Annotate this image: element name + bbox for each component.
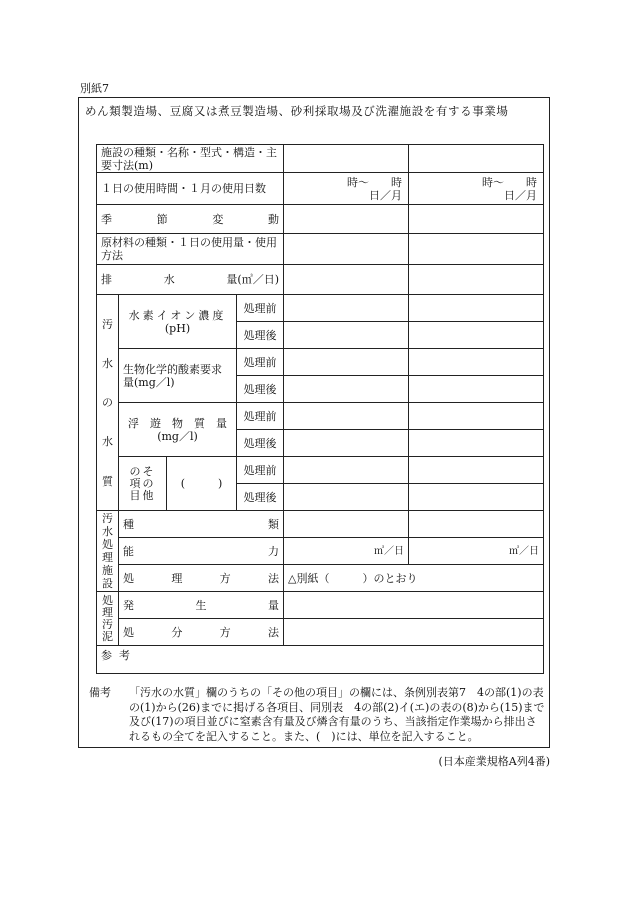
field-remarks[interactable]: 参 考	[97, 646, 544, 674]
field-other-unit[interactable]: ( )	[167, 457, 237, 511]
row-remarks	[97, 646, 544, 674]
field-capacity-1[interactable]: ㎥／日	[284, 538, 409, 565]
label-materials: 原材料の種類・１日の使用量・使用方法	[97, 234, 284, 265]
field-capacity-2[interactable]: ㎥／日	[409, 538, 544, 565]
field-other-before-2[interactable]	[409, 457, 544, 484]
row-materials	[97, 234, 544, 265]
field-ph-after-1[interactable]	[284, 322, 409, 349]
label-before: 処理前	[237, 295, 284, 322]
field-ph-before-1[interactable]	[284, 295, 409, 322]
label-method: 処 理 方 法	[119, 565, 284, 592]
row-drainage	[97, 265, 544, 295]
row-facility	[97, 145, 544, 173]
row-treatment-capacity	[97, 538, 544, 565]
label-capacity: 能 力	[119, 538, 284, 565]
time-unit: 時～ 時	[347, 175, 403, 189]
field-season-1[interactable]	[284, 205, 409, 234]
field-disposal[interactable]	[284, 619, 544, 646]
row-other-before	[97, 457, 544, 484]
label-disposal: 処 分 方 法	[119, 619, 284, 646]
note-head: 備考	[89, 686, 111, 699]
label-season: 季 節 変 動	[97, 205, 284, 234]
label-type: 種 類	[119, 511, 284, 538]
row-ss-before	[97, 403, 544, 430]
label-drainage: 排 水 量(㎥／日)	[97, 265, 284, 295]
field-ss-before-2[interactable]	[409, 403, 544, 430]
form-frame	[78, 97, 550, 748]
label-after: 処理後	[237, 376, 284, 403]
field-facility-2[interactable]	[409, 145, 544, 173]
field-method[interactable]: △別紙（ ）のとおり	[284, 565, 544, 592]
field-bod-after-2[interactable]	[409, 376, 544, 403]
row-usage-time	[97, 173, 544, 205]
row-ph-before	[97, 295, 544, 322]
form-table	[96, 144, 544, 674]
field-type-2[interactable]	[409, 511, 544, 538]
paper-spec: (日本産業規格A列4番)	[438, 755, 550, 768]
note	[89, 686, 545, 744]
field-ph-after-2[interactable]	[409, 322, 544, 349]
label-after: 処理後	[237, 430, 284, 457]
field-ss-before-1[interactable]	[284, 403, 409, 430]
label-after: 処理後	[237, 484, 284, 511]
field-drainage-2[interactable]	[409, 265, 544, 295]
field-ph-before-2[interactable]	[409, 295, 544, 322]
row-sludge-generation	[97, 592, 544, 619]
field-drainage-1[interactable]	[284, 265, 409, 295]
label-generation: 発 生 量	[119, 592, 284, 619]
label-bod: 生物化学的酸素要求量(mg／l)	[119, 349, 237, 403]
field-other-after-1[interactable]	[284, 484, 409, 511]
day-unit: 日／月	[504, 188, 538, 202]
label-before: 処理前	[237, 403, 284, 430]
time-unit: 時～ 時	[482, 175, 538, 189]
field-ss-after-2[interactable]	[409, 430, 544, 457]
field-other-after-2[interactable]	[409, 484, 544, 511]
field-usage-time-2[interactable]	[409, 173, 544, 205]
annex-label: 別紙7	[80, 82, 109, 95]
label-facility: 施設の種類・名称・型式・構造・主要寸法(m)	[97, 145, 284, 173]
field-usage-time-1[interactable]	[284, 173, 409, 205]
field-bod-after-1[interactable]	[284, 376, 409, 403]
note-body: 「汚水の水質」欄のうちの「その他の項目」の欄には、条例別表第7 4の部(1)の表の(1)から(26)までに掲げる各項目、同別表 4の部(2)イ(エ)の表の(8)から(15)まで及び(17)の項目並びに窒素含有量及び燐含有量のうち、当該指定作業場から排出されるもの全てを記入すること。また、( )には、単位を記入すること。	[129, 686, 545, 743]
label-usage-time: １日の使用時間・１月の使用日数	[97, 173, 284, 205]
row-treatment-type	[97, 511, 544, 538]
row-bod-before	[97, 349, 544, 376]
field-bod-before-2[interactable]	[409, 349, 544, 376]
label-treatment-facility: 汚 水 処 理 施 設	[97, 511, 119, 592]
field-ss-after-1[interactable]	[284, 430, 409, 457]
label-ss: 浮 遊 物 質 量 (mg／l)	[119, 403, 237, 457]
field-season-2[interactable]	[409, 205, 544, 234]
label-before: 処理前	[237, 349, 284, 376]
label-before: 処理前	[237, 457, 284, 484]
label-ph: 水素イオン濃度 (pH)	[119, 295, 237, 349]
day-unit: 日／月	[369, 188, 403, 202]
field-materials-1[interactable]	[284, 234, 409, 265]
label-other-items: のそ 項の 目他	[119, 457, 167, 511]
row-treatment-method	[97, 565, 544, 592]
field-other-before-1[interactable]	[284, 457, 409, 484]
label-sludge: 処 理 汚 泥	[97, 592, 119, 646]
field-generation[interactable]	[284, 592, 544, 619]
form-title: めん類製造場、豆腐又は煮豆製造場、砂利採取場及び洗濯施設を有する事業場	[85, 104, 509, 118]
label-water-quality: 汚 水 の 水 質	[97, 295, 119, 511]
field-facility-1[interactable]	[284, 145, 409, 173]
field-materials-2[interactable]	[409, 234, 544, 265]
field-bod-before-1[interactable]	[284, 349, 409, 376]
row-season	[97, 205, 544, 234]
field-type-1[interactable]	[284, 511, 409, 538]
row-sludge-disposal	[97, 619, 544, 646]
label-after: 処理後	[237, 322, 284, 349]
